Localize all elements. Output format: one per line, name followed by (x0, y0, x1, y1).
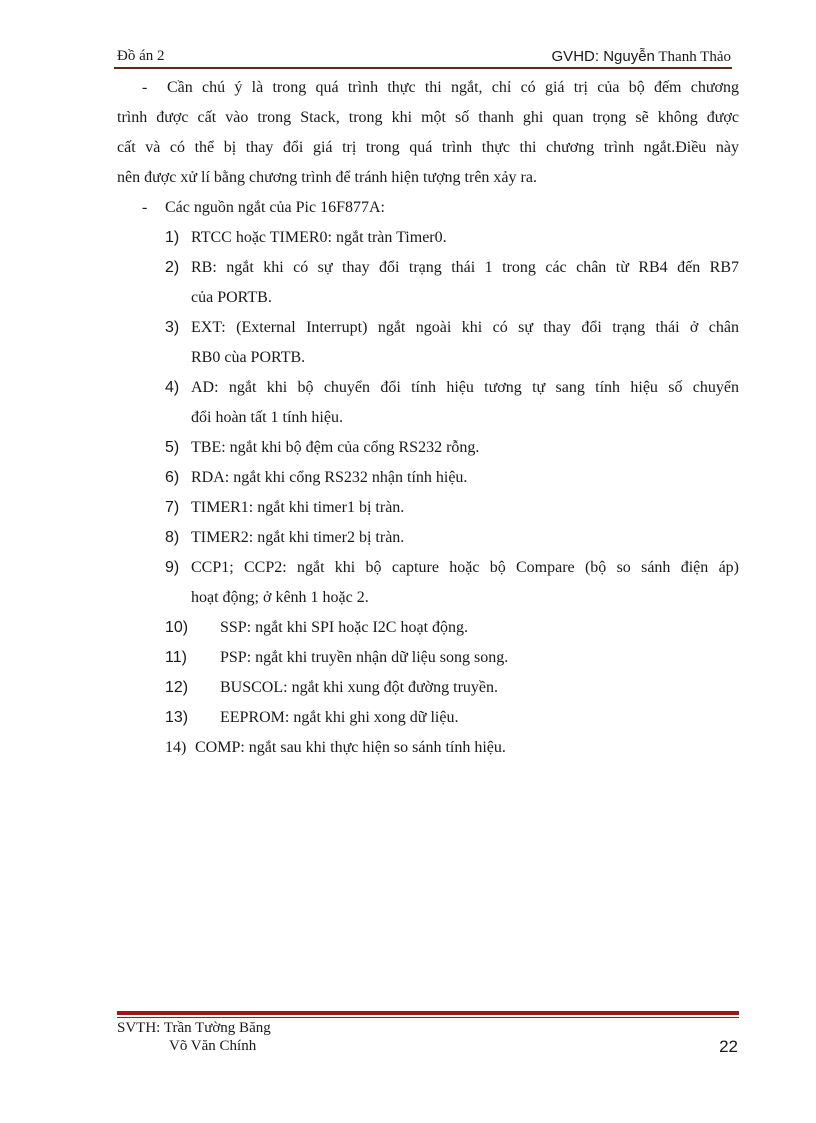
header-advisor-prefix: GVHD: Nguyễn (551, 48, 655, 65)
header-divider (114, 67, 732, 69)
list-item: TBE: ngắt khi bộ đệm của cổng RS232 rỗng. (191, 439, 480, 456)
list-item: RTCC hoặc TIMER0: ngắt tràn Timer0. (191, 229, 447, 246)
list-item-cont: đổi hoàn tất 1 tính hiệu. (191, 409, 343, 426)
list-item: EXT: (External Interrupt) ngắt ngoài khi có sự thay đổi trạng thái ở chân (191, 319, 739, 336)
footer-student-1: SVTH: Trần Tường Băng (117, 1020, 271, 1036)
list-item: TIMER2: ngắt khi timer2 bị tràn. (191, 529, 405, 546)
list-item: BUSCOL: ngắt khi xung đột đường truyền. (220, 679, 499, 696)
footer-divider-thick (117, 1011, 739, 1015)
page-number: 22 (719, 1037, 738, 1056)
header-advisor (552, 48, 731, 66)
list-item: PSP: ngắt khi truyền nhận dữ liệu song song. (220, 649, 509, 666)
list-item: TIMER1: ngắt khi timer1 bị tràn. (191, 499, 405, 516)
list-item: CCP1; CCP2: ngắt khi bộ capture hoặc bộ Compare (bộ so sánh điện áp) (191, 559, 739, 576)
list-item: SSP: ngắt khi SPI hoặc I2C hoạt động. (220, 619, 469, 636)
list-item: RB: ngắt khi có sự thay đổi trạng thái 1 trong các chân từ RB4 đến RB7 (191, 259, 739, 276)
paragraph-line: nên được xử lí bằng chương trình để tránh hiện tượng trên xảy ra. (117, 169, 537, 186)
list-number: 10) (165, 619, 189, 636)
footer-student-2: Võ Văn Chính (169, 1038, 257, 1054)
list-item: COMP: ngắt sau khi thực hiện so sánh tính hiệu. (195, 739, 506, 756)
header-title: Đồ án 2 (117, 48, 165, 64)
header-advisor-suffix: Thanh Thảo (654, 49, 731, 65)
list-item-cont: RB0 cùa PORTB. (191, 349, 306, 366)
paragraph-line: trình được cất vào trong Stack, trong khi một số thanh ghi quan trọng sẽ không được (117, 109, 739, 126)
list-item: AD: ngắt khi bộ chuyển đổi tính hiệu tương tự sang tính hiệu số chuyển (191, 379, 739, 396)
bullet-dash: - (142, 199, 148, 216)
list-number: 4) (165, 379, 180, 396)
list-number: 8) (165, 529, 180, 546)
list-number: 2) (165, 259, 180, 276)
page-header (117, 48, 731, 66)
list-item-cont: của PORTB. (191, 289, 272, 306)
paragraph-line: Cần chú ý là trong quá trình thực thi ngắt, chỉ có giá trị của bộ đếm chương (167, 79, 739, 96)
list-item-cont: hoạt động; ở kênh 1 hoặc 2. (191, 589, 369, 606)
list-item: RDA: ngắt khi cổng RS232 nhận tính hiệu. (191, 469, 468, 486)
list-item: EEPROM: ngắt khi ghi xong dữ liệu. (220, 709, 459, 726)
list-number: 7) (165, 499, 180, 516)
list-number: 14) (165, 739, 187, 756)
list-number: 5) (165, 439, 180, 456)
list-number: 13) (165, 709, 189, 726)
list-number: 3) (165, 319, 180, 336)
list-number: 6) (165, 469, 180, 486)
section-intro: Các nguồn ngắt của Pic 16F877A: (165, 199, 385, 216)
list-number: 12) (165, 679, 189, 696)
list-number: 11) (165, 649, 187, 666)
footer-divider-thin (117, 1017, 739, 1018)
list-number: 9) (165, 559, 180, 576)
paragraph-line: cất và có thể bị thay đổi giá trị trong quá trình thực thi chương trình ngắt.Điều này (117, 139, 739, 156)
list-number: 1) (165, 229, 180, 246)
bullet-dash: - (142, 79, 148, 96)
